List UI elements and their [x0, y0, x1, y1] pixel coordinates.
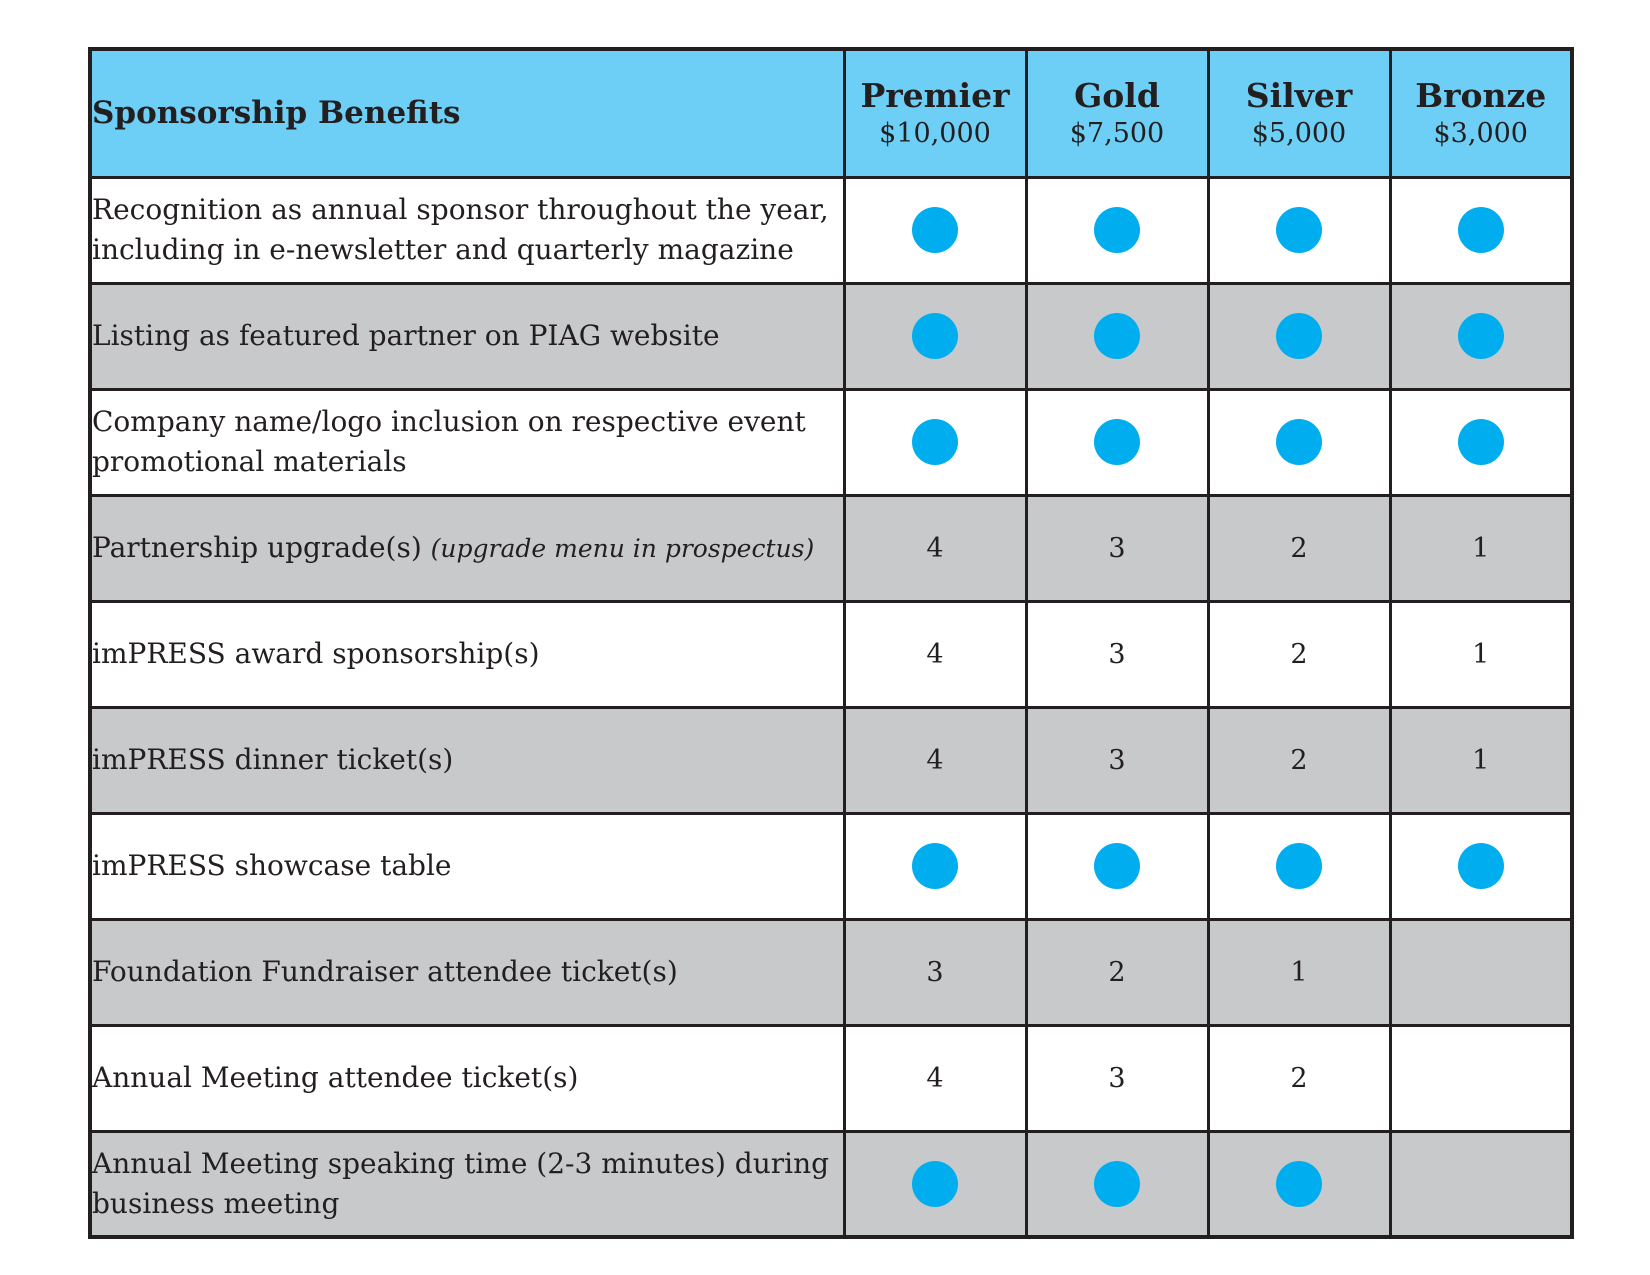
benefit-label: Foundation Fundraiser attendee ticket(s) [92, 955, 678, 988]
table-row [90, 495, 1572, 601]
included-dot-icon [912, 1161, 958, 1207]
included-dot-icon [912, 843, 958, 889]
benefit-cell [90, 919, 844, 1025]
tier-cell-bronze [1390, 1131, 1572, 1237]
tier-cell-premier [844, 1131, 1026, 1237]
tier-cell-gold [1026, 495, 1208, 601]
tier-name: Silver [1245, 76, 1353, 116]
tier-cell-gold [1026, 177, 1208, 283]
benefit-label: Annual Meeting speaking time (2-3 minutes) during business meeting [92, 1146, 830, 1220]
included-dot-icon [1458, 419, 1504, 465]
tier-cell-silver [1208, 813, 1390, 919]
table-title: Sponsorship Benefits [90, 49, 844, 177]
tier-count: 3 [1108, 638, 1126, 670]
tier-name: Gold [1074, 76, 1160, 116]
included-dot-icon [912, 207, 958, 253]
tier-price: $7,500 [1069, 118, 1165, 150]
tier-header-bronze [1390, 49, 1572, 177]
benefit-label: Company name/logo inclusion on respective event promotional materials [92, 405, 806, 478]
tier-count: 4 [926, 638, 944, 670]
sponsorship-benefits-table [88, 47, 1574, 1239]
table-body [90, 177, 1572, 1237]
tier-price: $5,000 [1251, 118, 1347, 150]
tier-cell-premier [844, 1025, 1026, 1131]
included-dot-icon [1094, 313, 1140, 359]
tier-cell-premier [844, 919, 1026, 1025]
tier-cell-silver [1208, 177, 1390, 283]
table-row [90, 919, 1572, 1025]
table-row [90, 389, 1572, 495]
included-dot-icon [1458, 207, 1504, 253]
tier-cell-bronze [1390, 177, 1572, 283]
tier-count: 1 [1472, 532, 1490, 564]
included-dot-icon [912, 313, 958, 359]
benefit-cell [90, 1131, 844, 1237]
benefit-label: imPRESS dinner ticket(s) [92, 743, 454, 776]
tier-cell-silver [1208, 495, 1390, 601]
tier-cell-silver [1208, 707, 1390, 813]
tier-header-gold [1026, 49, 1208, 177]
tier-cell-premier [844, 707, 1026, 813]
table-header-row [90, 49, 1572, 177]
tier-cell-premier [844, 283, 1026, 389]
tier-cell-premier [844, 813, 1026, 919]
benefit-label: Recognition as annual sponsor throughout the year, including in e-newsletter and quarterly magazine [92, 193, 829, 266]
benefit-cell [90, 283, 844, 389]
tier-count: 2 [1290, 1062, 1308, 1094]
table-row [90, 813, 1572, 919]
benefit-note: (upgrade menu in prospectus) [430, 533, 815, 563]
included-dot-icon [1276, 207, 1322, 253]
included-dot-icon [1276, 419, 1322, 465]
tier-cell-silver [1208, 283, 1390, 389]
tier-name: Bronze [1415, 76, 1547, 116]
tier-count: 2 [1108, 956, 1126, 988]
tier-cell-gold [1026, 389, 1208, 495]
tier-cell-gold [1026, 601, 1208, 707]
tier-count: 4 [926, 532, 944, 564]
tier-cell-bronze [1390, 1025, 1572, 1131]
included-dot-icon [1458, 843, 1504, 889]
table-row [90, 601, 1572, 707]
tier-cell-gold [1026, 919, 1208, 1025]
tier-cell-silver [1208, 919, 1390, 1025]
included-dot-icon [1276, 313, 1322, 359]
tier-count: 4 [926, 744, 944, 776]
benefit-label: Listing as featured partner on PIAG website [92, 319, 720, 352]
included-dot-icon [1094, 207, 1140, 253]
table-row [90, 1131, 1572, 1237]
tier-cell-gold [1026, 707, 1208, 813]
tier-cell-premier [844, 601, 1026, 707]
tier-cell-silver [1208, 1131, 1390, 1237]
benefit-cell [90, 1025, 844, 1131]
table-row [90, 177, 1572, 283]
tier-cell-bronze [1390, 495, 1572, 601]
included-dot-icon [1094, 843, 1140, 889]
table-row [90, 1025, 1572, 1131]
tier-cell-bronze [1390, 283, 1572, 389]
included-dot-icon [1276, 1161, 1322, 1207]
tier-count: 1 [1472, 744, 1490, 776]
benefit-cell [90, 495, 844, 601]
benefit-label: Annual Meeting attendee ticket(s) [92, 1061, 579, 1094]
tier-cell-premier [844, 495, 1026, 601]
benefit-label: imPRESS showcase table [92, 849, 452, 882]
benefit-cell [90, 813, 844, 919]
tier-header-silver [1208, 49, 1390, 177]
table-row [90, 707, 1572, 813]
tier-cell-silver [1208, 1025, 1390, 1131]
tier-cell-bronze [1390, 919, 1572, 1025]
tier-cell-gold [1026, 813, 1208, 919]
tier-count: 3 [1108, 744, 1126, 776]
tier-count: 1 [1472, 638, 1490, 670]
tier-count: 3 [926, 956, 944, 988]
table-row [90, 283, 1572, 389]
tier-cell-silver [1208, 601, 1390, 707]
included-dot-icon [1276, 843, 1322, 889]
tier-cell-bronze [1390, 601, 1572, 707]
included-dot-icon [1458, 313, 1504, 359]
tier-count: 4 [926, 1062, 944, 1094]
tier-count: 2 [1290, 744, 1308, 776]
tier-cell-bronze [1390, 389, 1572, 495]
benefit-cell [90, 177, 844, 283]
tier-cell-silver [1208, 389, 1390, 495]
tier-cell-premier [844, 389, 1026, 495]
tier-count: 3 [1108, 532, 1126, 564]
benefit-cell [90, 707, 844, 813]
tier-cell-bronze [1390, 813, 1572, 919]
benefit-label: Partnership upgrade(s) [92, 530, 422, 564]
included-dot-icon [912, 419, 958, 465]
benefit-cell [90, 389, 844, 495]
tier-cell-bronze [1390, 707, 1572, 813]
benefit-cell [90, 601, 844, 707]
tier-count: 2 [1290, 638, 1308, 670]
tier-price: $3,000 [1433, 118, 1528, 150]
tier-cell-gold [1026, 283, 1208, 389]
tier-cell-premier [844, 177, 1026, 283]
tier-cell-gold [1026, 1131, 1208, 1237]
benefit-label: imPRESS award sponsorship(s) [92, 637, 540, 670]
tier-count: 2 [1290, 532, 1308, 564]
tier-header-premier [844, 49, 1026, 177]
included-dot-icon [1094, 1161, 1140, 1207]
tier-count: 1 [1290, 956, 1308, 988]
tier-name: Premier [860, 76, 1010, 116]
tier-price: $10,000 [879, 118, 991, 150]
included-dot-icon [1094, 419, 1140, 465]
tier-cell-gold [1026, 1025, 1208, 1131]
tier-count: 3 [1108, 1062, 1126, 1094]
